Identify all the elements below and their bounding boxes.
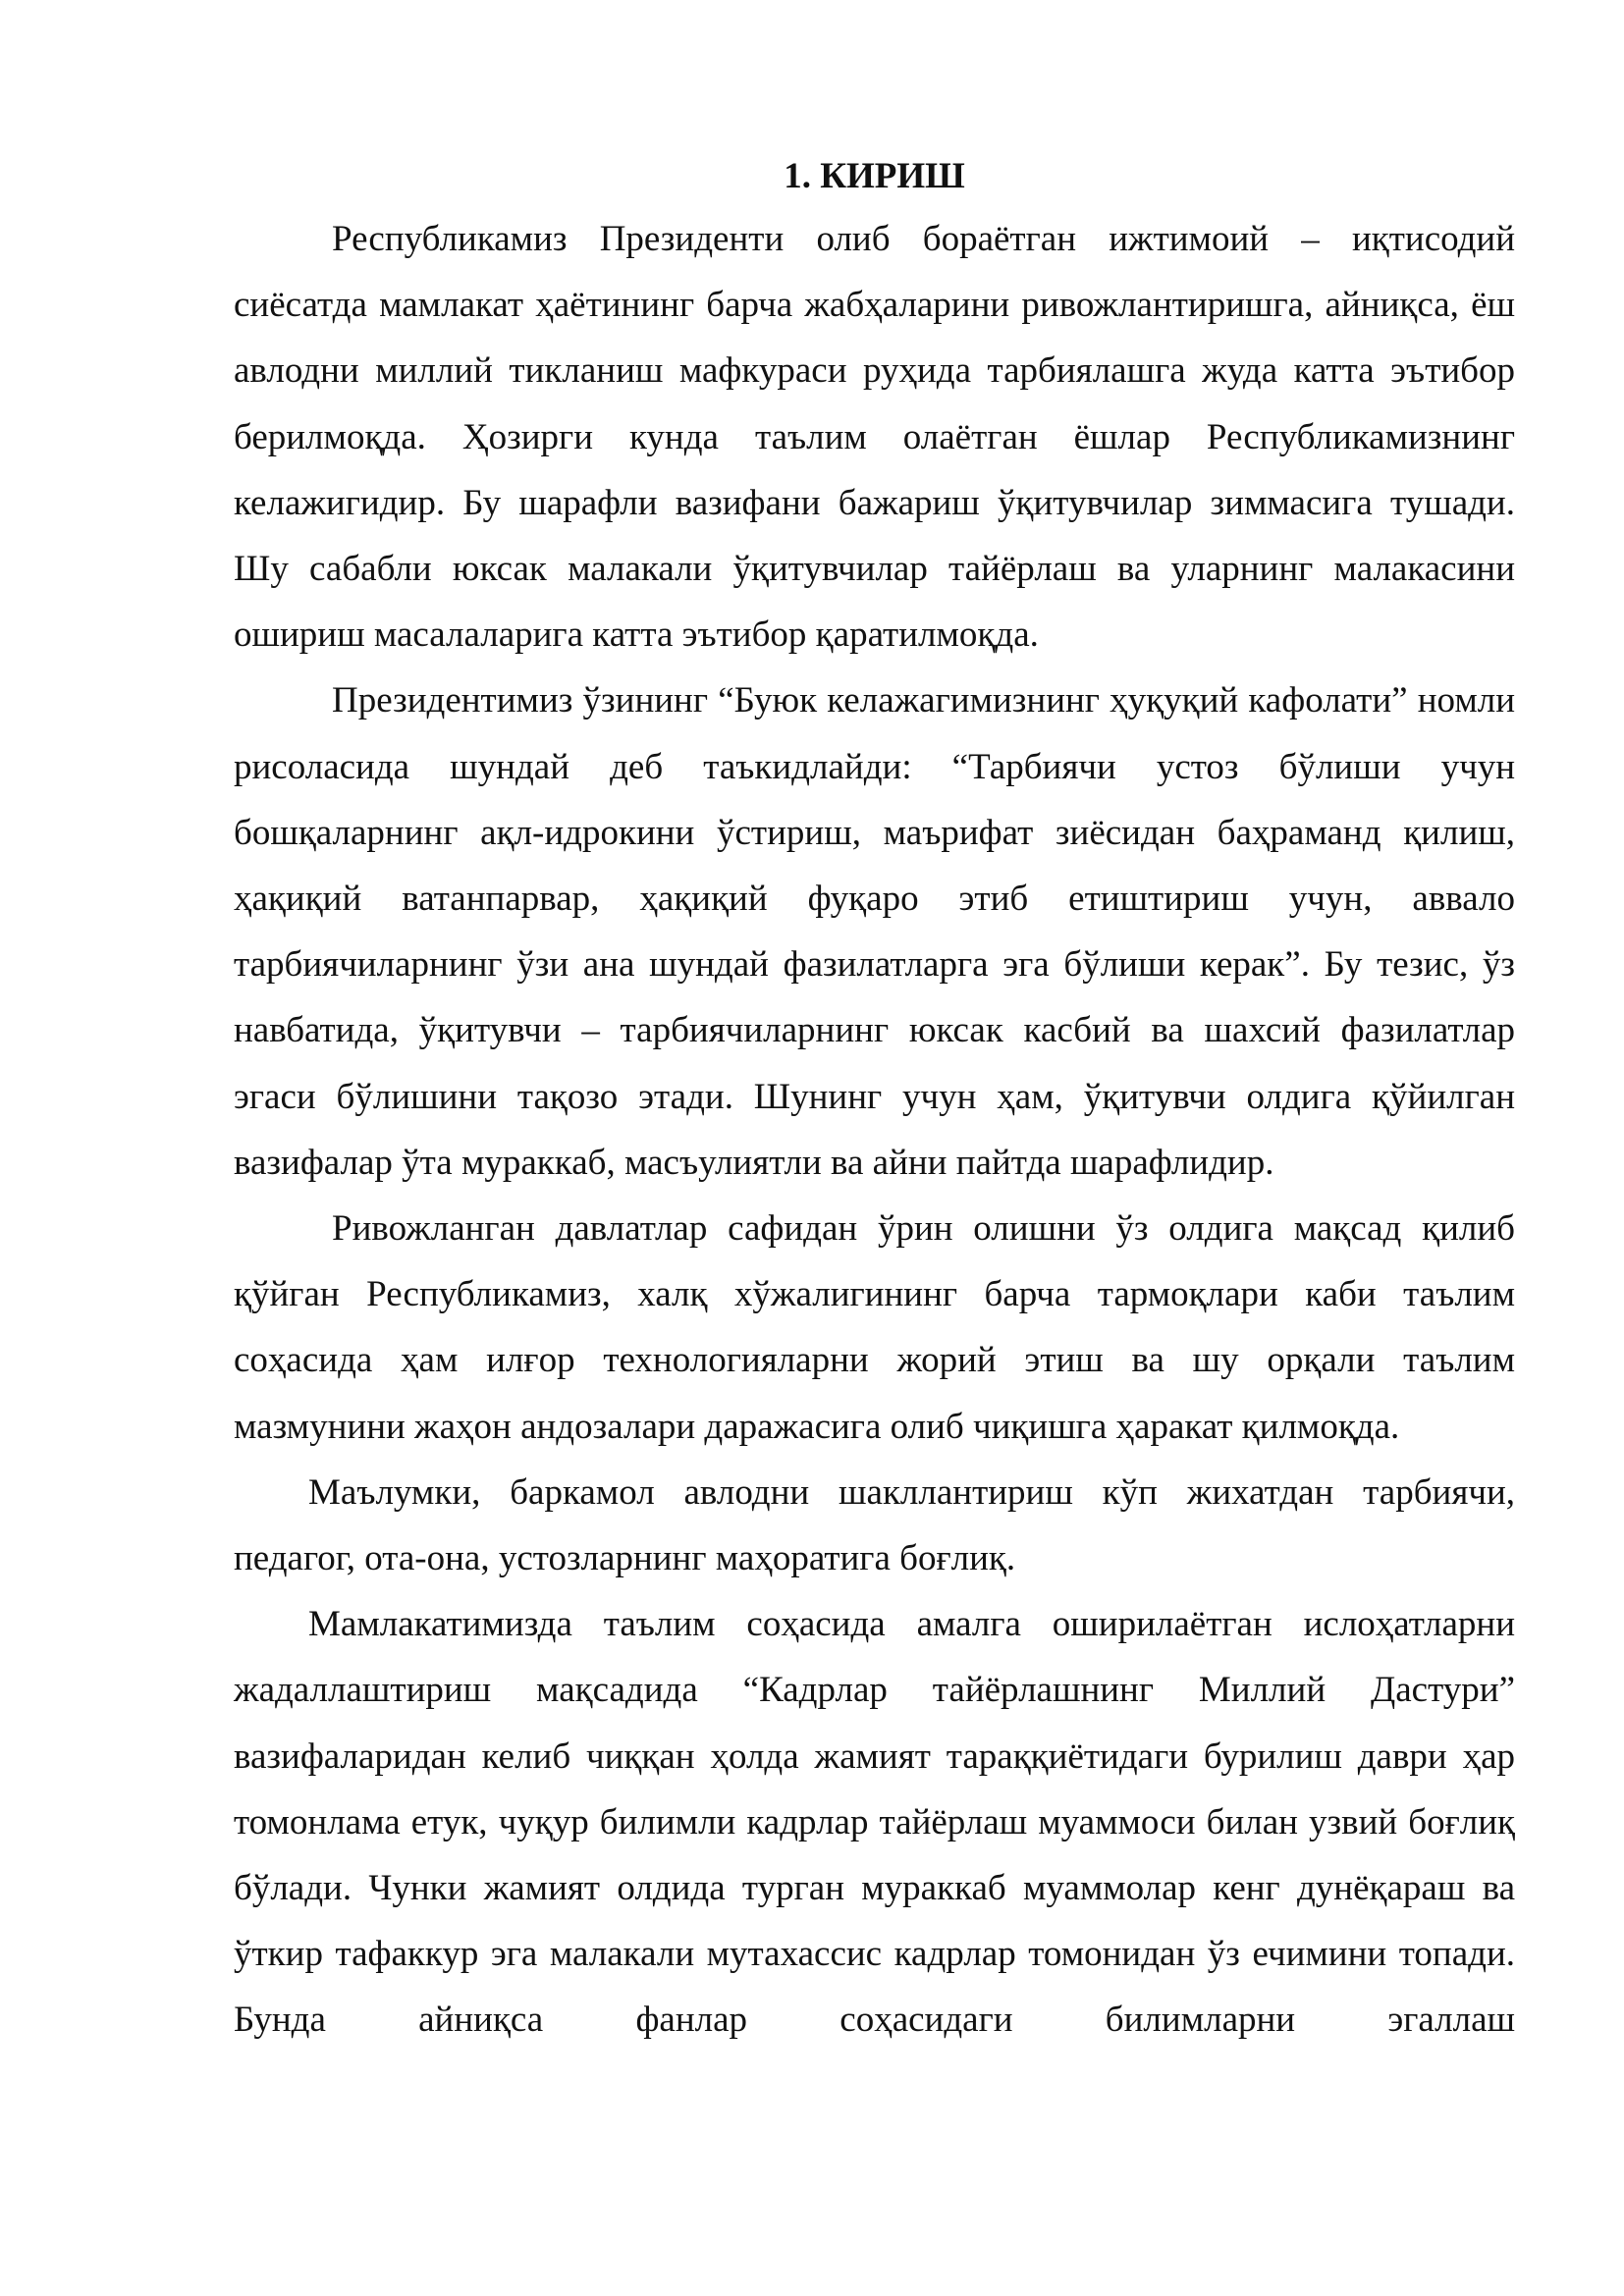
- page-content: [234, 147, 1515, 2054]
- paragraph-2: Президентимиз ўзининг “Буюк келажагимизнинг ҳуқуқий кафолати” номли рисоласида шундай деб таъкидлайди: “Тарбиячи устоз бўлиши учун бошқаларнинг ақл-идрокини ўстириш, маърифат зиёсидан баҳраманд қилиш, ҳақиқий ватанпарвар, ҳақиқий фуқаро этиб етиштириш учун, аввало тарбиячиларнинг ўзи ана шундай фазилатларга эга бўлиши керак”. Бу тезис, ўз навбатида, ўқитувчи – тарбиячиларнинг юксак касбий ва шахсий фазилатлар эгаси бўлишини тақозо этади. Шунинг учун ҳам, ўқитувчи олдига қўйилган вазифалар ўта мураккаб, масъулиятли ва айни пайтда шарафлидир.: [234, 680, 1515, 1183]
- paragraph-3: Ривожланган давлатлар сафидан ўрин олишни ўз олдига мақсад қилиб қўйган Республикамиз, халқ хўжалигининг барча тармоқлари каби таълим соҳасида ҳам илғор технологияларни жорий этиш ва шу орқали таълим мазмунини жаҳон андозалари даражасига олиб чиқишга ҳаракат қилмоқда.: [234, 1208, 1515, 1447]
- paragraph-4: Маълумки, баркамол авлодни шакллантириш кўп жихатдан тарбиячи, педагог, ота-она, устозларнинг маҳоратига боғлиқ.: [234, 1471, 1515, 1579]
- page-title: 1. КИРИШ: [784, 156, 965, 196]
- paragraph-5: Мамлакатимизда таълим соҳасида амалга оширилаётган ислоҳатларни жадаллаштириш мақсадида “Кадрлар тайёрлашнинг Миллий Дастури” вазифаларидан келиб чиққан ҳолда жамият тараққиётидаги бурилиш даври ҳар томонлама етук, чуқур билимли кадрлар тайёрлаш муаммоси билан узвий боғлиқ бўлади. Чунки жамият олдида турган мураккаб муаммолар кенг дунёқараш ва ўткир тафаккур эга малакали мутахассис кадрлар томонидан ўз ечимини топади. Бунда айниқса фанлар соҳасидаги билимларни эгаллаш: [234, 1604, 1515, 2041]
- paragraph-1: Республикамиз Президенти олиб бораётган ижтимоий – иқтисодий сиёсатда мамлакат ҳаётининг барча жабҳаларини ривожлантиришга, айниқса, ёш авлодни миллий тикланиш мафкураси руҳида тарбиялашга жуда катта эътибор берилмоқда. Ҳозирги кунда таълим олаётган ёшлар Республикамизнинг келажигидир. Бу шарафли вазифани бажариш ўқитувчилар зиммасига тушади. Шу сабабли юксак малакали ўқитувчилар тайёрлаш ва уларнинг малакасини ошириш масалаларига катта эътибор қаратилмоқда.: [234, 219, 1515, 656]
